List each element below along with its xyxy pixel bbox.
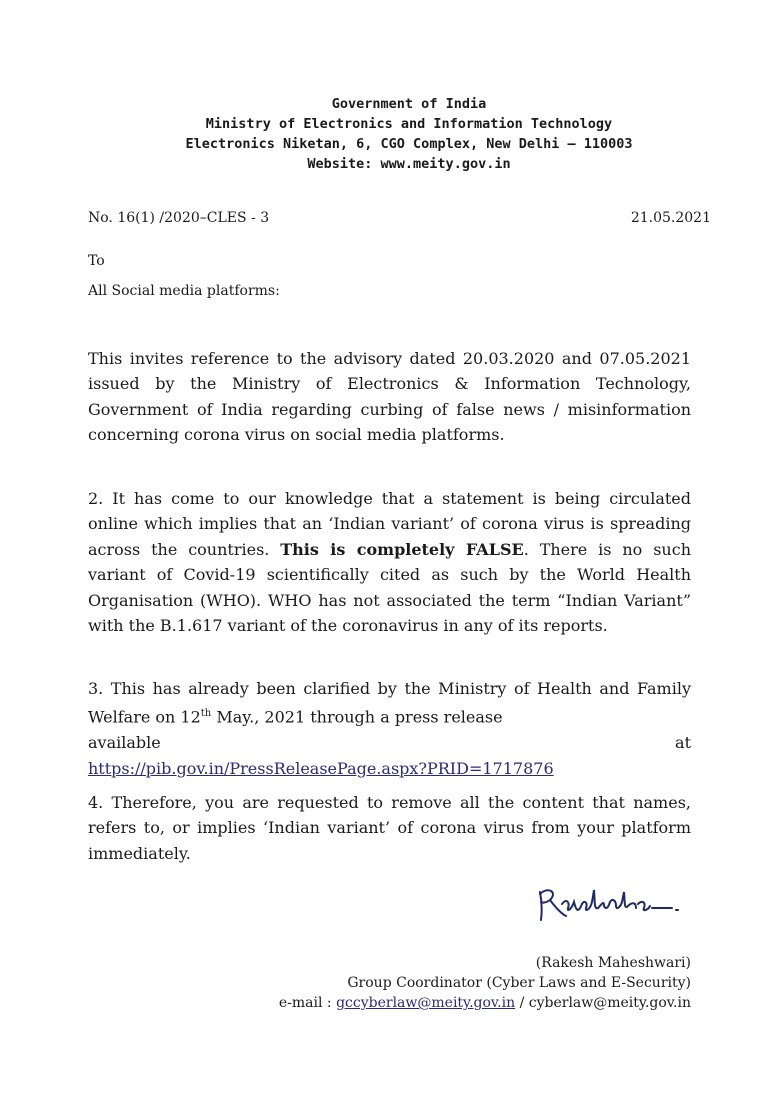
email-link-primary[interactable]: gccyberlaw@meity.gov.in xyxy=(336,995,516,1011)
signatory-designation: Group Coordinator (Cyber Laws and E-Security) xyxy=(347,975,691,991)
paragraph-3 xyxy=(88,676,691,781)
paragraph-3-sup: th xyxy=(200,708,212,720)
signatory-email-line xyxy=(279,993,691,1013)
paragraph-2-text-a: 2. It has come to our knowledge that a statement is being circulated online which implies that an ‘Indian variant’ of corona virus is spreading across the countries. xyxy=(88,489,691,559)
press-release-link[interactable]: https://pib.gov.in/PressReleasePage.aspx?PRID=1717876 xyxy=(88,758,554,778)
reference-number: No. 16(1) /2020–CLES - 3 xyxy=(88,210,270,226)
paragraph-3-body xyxy=(88,676,691,730)
letterhead xyxy=(0,94,783,174)
to-label: To xyxy=(88,253,105,269)
recipients: All Social media platforms: xyxy=(88,283,280,299)
letterhead-address: Electronics Niketan, 6, CGO Complex, New Delhi – 110003 xyxy=(185,136,633,152)
handwritten-signature xyxy=(532,880,692,930)
letterhead-website: Website: www.meity.gov.in xyxy=(307,156,511,172)
email-secondary: cyberlaw@meity.gov.in xyxy=(528,995,691,1011)
reference-row xyxy=(88,210,711,226)
email-separator: / xyxy=(515,995,529,1011)
paragraph-4: 4. Therefore, you are requested to remove all the content that names, refers to, or implies ‘Indian variant’ of corona virus from your platform immediately. xyxy=(88,793,691,863)
paragraph-2-bold: This is completely FALSE xyxy=(280,539,524,559)
signature-block xyxy=(279,953,691,1013)
paragraph-2 xyxy=(88,486,691,638)
paragraph-3-text-a: 3. This has already been clarified by the Ministry of Health and Family Welfare on 12 xyxy=(88,679,691,727)
paragraph-3-available-line xyxy=(88,730,691,755)
paragraph-3-text-b: May., 2021 through a press release xyxy=(211,707,503,727)
paragraph-2-text-b: . There is no such variant of Covid-19 scientifically cited as such by the World Health Organisation (WHO). WHO has not associated the term “Indian Variant” with the B.1.617 variant of the coronavirus in any of its reports. xyxy=(88,539,691,636)
signatory-name: (Rakesh Maheshwari) xyxy=(535,955,691,971)
paragraph-3-available: available xyxy=(88,733,161,753)
press-release-link-line xyxy=(88,756,691,781)
email-label: e-mail : xyxy=(278,995,337,1011)
letterhead-government: Government of India xyxy=(331,96,487,112)
letterhead-ministry: Ministry of Electronics and Information Technology xyxy=(205,116,613,132)
letter-date: 21.05.2021 xyxy=(630,210,711,226)
paragraph-1: This invites reference to the advisory dated 20.03.2020 and 07.05.2021 issued by the Ministry of Electronics & Information Technology, Government of India regarding curbing of false news / misinformation concerning corona virus on social media platforms. xyxy=(88,349,691,445)
paragraph-3-at: at xyxy=(675,733,691,753)
